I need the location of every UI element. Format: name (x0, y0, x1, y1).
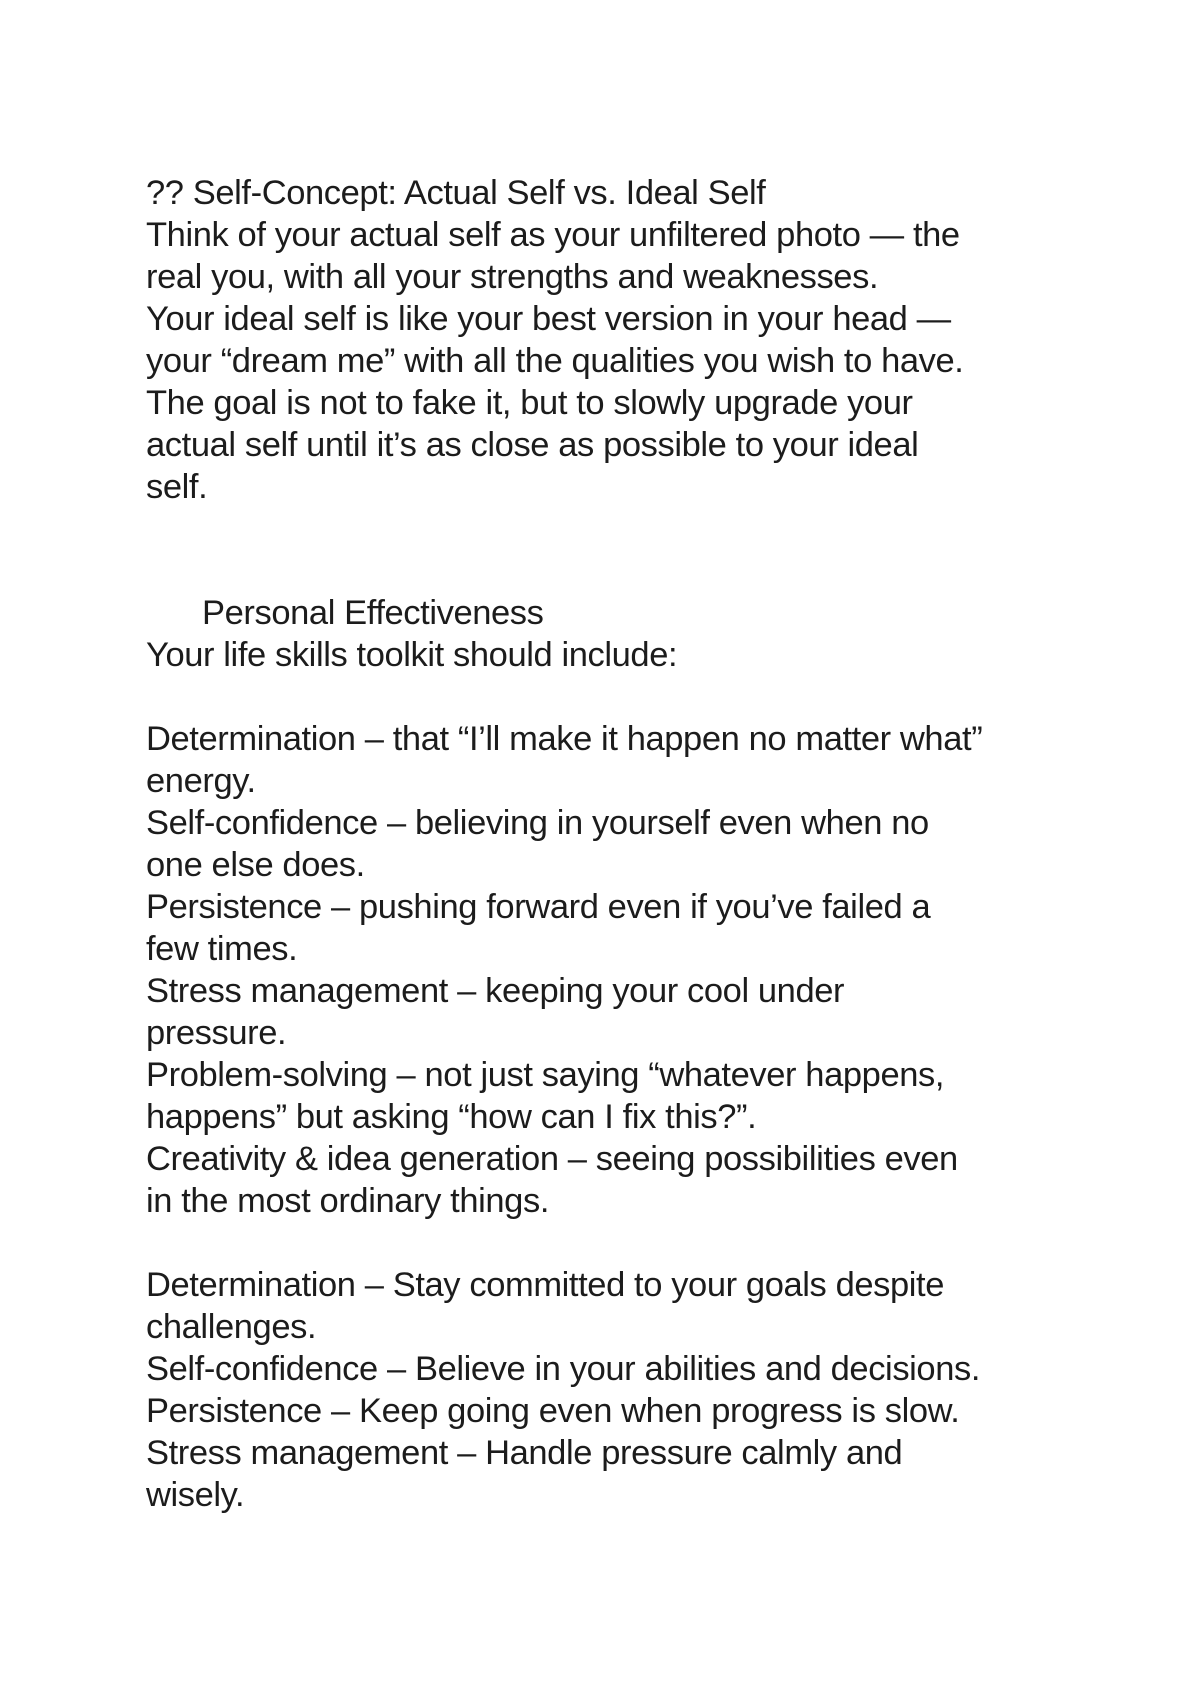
self-concept-line: The goal is not to fake it, but to slowly upgrade your (146, 384, 913, 422)
section-spacer (146, 508, 1096, 592)
skills-list-two-line: Persistence – Keep going even when progress is slow. (146, 1392, 960, 1430)
skills-list-one-line: energy. (146, 762, 256, 800)
skills-list-one-line: pressure. (146, 1014, 287, 1052)
skills-list-two-line: Stress management – Handle pressure calmly and (146, 1434, 903, 1472)
skills-list-one-line: Self-confidence – believing in yourself even when no (146, 804, 929, 842)
self-concept-heading: ?? Self-Concept: Actual Self vs. Ideal Self (146, 174, 766, 212)
skills-list-one-line: Determination – that “I’ll make it happen no matter what” (146, 720, 983, 758)
skills-list-two-line: Self-confidence – Believe in your abilities and decisions. (146, 1350, 981, 1388)
skills-list-one-line: one else does. (146, 846, 365, 884)
skills-list-one-line: Creativity & idea generation – seeing possibilities even (146, 1140, 958, 1178)
skills-list-one-line: few times. (146, 930, 298, 968)
skills-list-one-line: happens” but asking “how can I fix this?”. (146, 1098, 757, 1136)
list-spacer (146, 1222, 1096, 1264)
self-concept-line: real you, with all your strengths and weaknesses. (146, 258, 879, 296)
effectiveness-intro: Your life skills toolkit should include: (146, 636, 678, 674)
skills-list-one-line: Stress management – keeping your cool under (146, 972, 845, 1010)
self-concept-line: self. (146, 468, 208, 506)
skills-list-one-line: in the most ordinary things. (146, 1182, 550, 1220)
skills-list-two-line: wisely. (146, 1476, 245, 1514)
skills-list-one-line: Problem-solving – not just saying “whatever happens, (146, 1056, 945, 1094)
document-body (146, 172, 1096, 1516)
self-concept-line: your “dream me” with all the qualities you wish to have. (146, 342, 964, 380)
self-concept-line: actual self until it’s as close as possible to your ideal (146, 426, 919, 464)
skills-list-two-line: Determination – Stay committed to your goals despite (146, 1266, 945, 1304)
self-concept-line: Think of your actual self as your unfiltered photo — the (146, 216, 960, 254)
self-concept-line: Your ideal self is like your best version in your head — (146, 300, 951, 338)
skills-list-one-line: Persistence – pushing forward even if you’ve failed a (146, 888, 931, 926)
effectiveness-heading: Personal Effectiveness (202, 594, 544, 632)
list-spacer (146, 676, 1096, 718)
skills-list-two-line: challenges. (146, 1308, 317, 1346)
